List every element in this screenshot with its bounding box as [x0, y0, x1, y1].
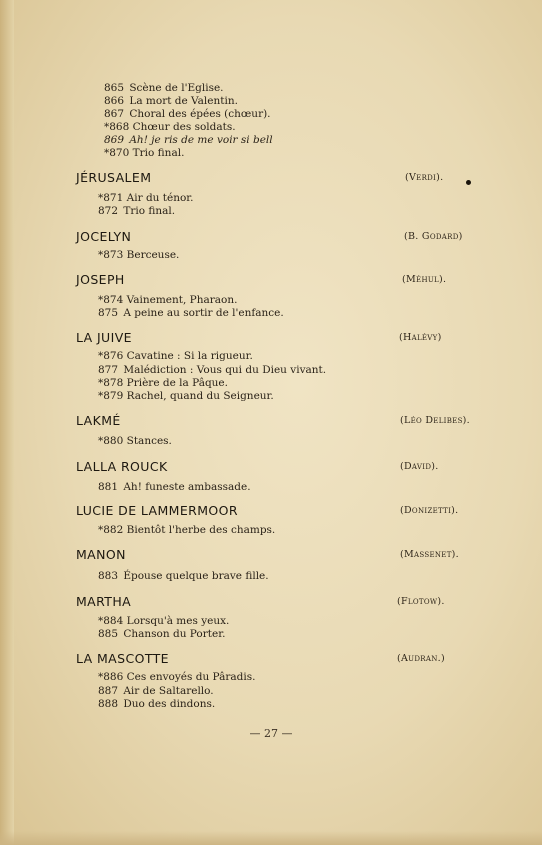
opera-title: LA MASCOTTE: [76, 651, 169, 666]
item-title: Prière de la Pâque.: [126, 377, 228, 389]
item-title: Bientôt l'herbe des champs.: [126, 524, 276, 536]
item-title: Épouse quelque brave fille.: [123, 570, 269, 582]
opera-title: LUCIE DE LAMMERMOOR: [76, 503, 238, 518]
aria-item: [98, 524, 275, 537]
item-number: *878: [98, 377, 124, 389]
item-number: *880: [98, 435, 124, 447]
aria-item: [98, 390, 274, 403]
opera-title: LAKMÉ: [76, 413, 121, 428]
item-number: *882: [98, 524, 124, 536]
item-title: A peine au sortir de l'enfance.: [123, 307, 284, 319]
opera-title: MARTHA: [76, 594, 132, 609]
item-number: *871: [98, 192, 124, 204]
aria-item: [98, 364, 326, 377]
opera-heading: [0, 547, 542, 565]
aria-item: [98, 192, 193, 205]
item-title: Rachel, quand du Seigneur.: [126, 390, 274, 402]
composer-name: (Halévy): [399, 332, 442, 343]
composer-name: (Méhul).: [402, 274, 447, 285]
opera-title: LA JUIVE: [76, 330, 132, 345]
item-number: 872: [98, 205, 119, 217]
item-number: 888: [98, 698, 119, 710]
item-title: Air de Saltarello.: [123, 685, 214, 697]
aria-item: [98, 249, 179, 262]
opera-title: JOCELYN: [76, 229, 132, 244]
item-title: Ah! je ris de me voir si bell: [129, 134, 273, 146]
item-title: Stances.: [126, 435, 172, 447]
opera-heading: [0, 503, 542, 521]
intro-item: [104, 121, 236, 134]
item-title: Chœur des soldats.: [132, 121, 236, 133]
item-title: Lorsqu'à mes yeux.: [126, 615, 230, 627]
opera-heading: [0, 330, 542, 348]
aria-item: [98, 698, 215, 711]
aria-item: [98, 481, 251, 494]
page-number: — 27 —: [249, 727, 293, 740]
opera-heading: [0, 170, 542, 188]
item-title: Chanson du Porter.: [123, 628, 226, 640]
item-number: *886: [98, 671, 124, 683]
composer-name: (David).: [400, 461, 439, 472]
opera-title: MANON: [76, 547, 126, 562]
item-number: 867: [104, 108, 125, 120]
item-title: Malédiction : Vous qui du Dieu vivant.: [123, 364, 327, 376]
opera-heading: [0, 413, 542, 431]
aria-item: [98, 307, 284, 320]
intro-item: [104, 95, 238, 108]
item-title: Duo des dindons.: [123, 698, 216, 710]
aria-item: [98, 435, 172, 448]
item-title: Berceuse.: [126, 249, 180, 261]
item-number: *870: [104, 147, 130, 159]
aria-item: [98, 294, 237, 307]
intro-item: [104, 134, 273, 147]
aria-item: [98, 350, 253, 363]
intro-item: [104, 82, 224, 95]
item-number: 866: [104, 95, 125, 107]
composer-name: (Flotow).: [397, 596, 445, 607]
item-number: 887: [98, 685, 119, 697]
aria-item: [98, 570, 269, 583]
opera-title: JÉRUSALEM: [76, 170, 152, 185]
aria-item: [98, 671, 255, 684]
composer-name: (Massenet).: [400, 549, 459, 560]
item-number: 865: [104, 82, 125, 94]
intro-item: [104, 147, 184, 160]
item-title: Trio final.: [123, 205, 176, 217]
item-title: Choral des épées (chœur).: [129, 108, 271, 120]
aria-item: [98, 685, 214, 698]
item-title: Ah! funeste ambassade.: [123, 481, 251, 493]
opera-heading: [0, 651, 542, 669]
item-number: *874: [98, 294, 124, 306]
opera-title: LALLA ROUCK: [76, 459, 168, 474]
composer-name: (B. Godard): [404, 231, 463, 242]
opera-heading: [0, 459, 542, 477]
item-title: Scène de l'Eglise.: [129, 82, 224, 94]
item-title: Trio final.: [132, 147, 185, 159]
opera-heading: [0, 229, 542, 247]
item-number: 883: [98, 570, 119, 582]
aria-item: [98, 377, 228, 390]
item-number: 885: [98, 628, 119, 640]
item-number: 881: [98, 481, 119, 493]
item-number: *868: [104, 121, 130, 133]
opera-heading: [0, 594, 542, 612]
composer-name: (Verdi).: [405, 172, 444, 183]
item-title: Air du ténor.: [126, 192, 194, 204]
composer-name: (Donizetti).: [400, 505, 459, 516]
item-number: 869: [104, 134, 125, 146]
item-number: *884: [98, 615, 124, 627]
opera-title: JOSEPH: [76, 272, 125, 287]
aria-item: [98, 205, 175, 218]
item-title: Ces envoyés du Pâradis.: [126, 671, 256, 683]
item-title: Cavatine : Si la rigueur.: [126, 350, 253, 362]
item-number: 875: [98, 307, 119, 319]
intro-item: [104, 108, 271, 121]
composer-name: (Léo Delibes).: [400, 415, 470, 426]
aria-item: [98, 615, 229, 628]
item-title: La mort de Valentin.: [129, 95, 238, 107]
item-number: *876: [98, 350, 124, 362]
item-number: *879: [98, 390, 124, 402]
item-number: *873: [98, 249, 124, 261]
item-number: 877: [98, 364, 119, 376]
item-title: Vainement, Pharaon.: [126, 294, 238, 306]
opera-heading: [0, 272, 542, 290]
aria-item: [98, 628, 225, 641]
composer-name: (Audran.): [397, 653, 445, 664]
